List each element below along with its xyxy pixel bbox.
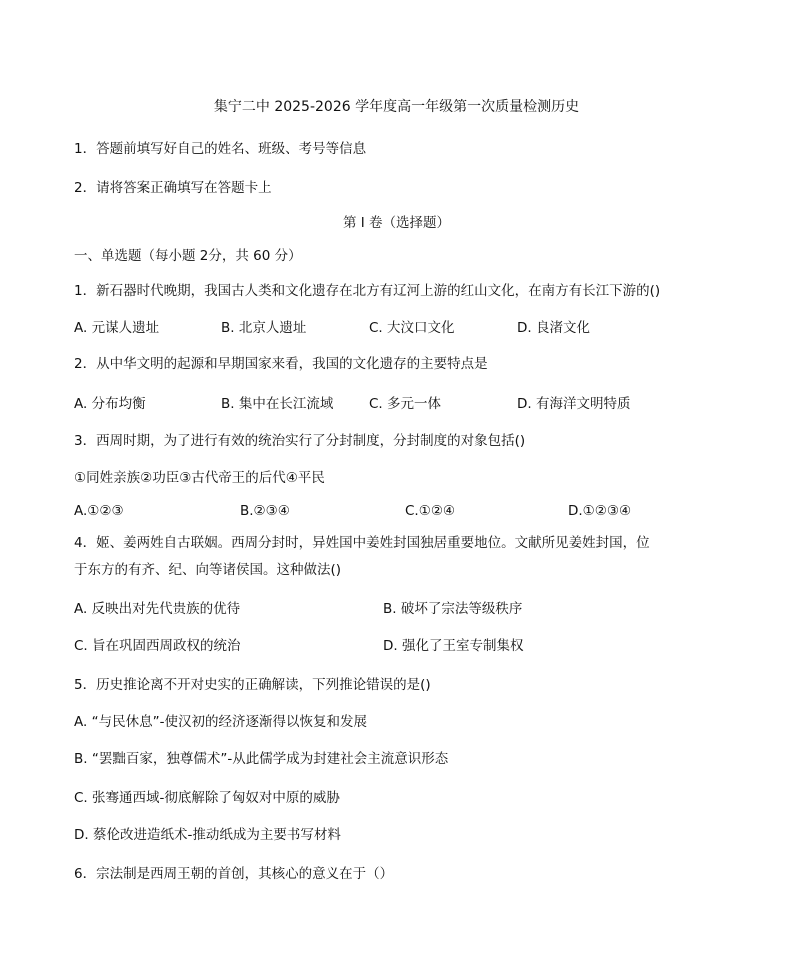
question-4-option-b[interactable]: B. 破坏了宗法等级秩序 [383, 601, 523, 617]
question-5-option-c[interactable]: C. 张骞通西域-彻底解除了匈奴对中原的威胁 [74, 790, 340, 806]
question-4-option-a[interactable]: A. 反映出对先代贵族的优待 [74, 601, 241, 617]
question-1-option-d[interactable]: D. 良渚文化 [517, 320, 590, 336]
question-2-stem: 2．从中华文明的起源和早期国家来看，我国的文化遗存的主要特点是 [74, 356, 488, 372]
question-4-option-c[interactable]: C. 旨在巩固西周政权的统治 [74, 638, 241, 654]
question-6-stem: 6．宗法制是西周王朝的首创，其核心的意义在于（） [74, 866, 394, 882]
question-2-option-b[interactable]: B. 集中在长江流域 [221, 396, 334, 412]
question-2-option-d[interactable]: D. 有海洋文明特质 [517, 396, 631, 412]
question-4-option-d[interactable]: D. 强化了王室专制集权 [383, 638, 524, 654]
question-1-stem: 1．新石器时代晚期，我国古人类和文化遗存在北方有辽河上游的红山文化，在南方有长江下游的() [74, 283, 661, 299]
question-1-option-a[interactable]: A. 元谋人遗址 [74, 320, 160, 336]
section-title: 一、单选题（每小题 2分，共 60 分） [74, 248, 302, 264]
question-4-stem-line-1: 4．姬、姜两姓自古联姻。西周分封时，异姓国中姜姓封国独居重要地位。文献所见姜姓封国，位 [74, 535, 650, 551]
question-1-option-c[interactable]: C. 大汶口文化 [369, 320, 455, 336]
question-4-stem-line-2: 于东方的有齐、纪、向等诸侯国。这种做法() [74, 562, 342, 578]
question-3-stem: 3．西周时期，为了进行有效的统治实行了分封制度，分封制度的对象包括() [74, 433, 526, 449]
exam-title: 集宁二中 2025-2026 学年度高一年级第一次质量检测历史 [213, 99, 580, 115]
question-5-option-b[interactable]: B. “罢黜百家，独尊儒术”-从此儒学成为封建社会主流意识形态 [74, 751, 449, 767]
question-2-option-c[interactable]: C. 多元一体 [369, 396, 442, 412]
question-3-sub: ①同姓亲族②功臣③古代帝王的后代④平民 [74, 470, 325, 486]
question-5-option-d[interactable]: D. 蔡伦改进造纸术-推动纸成为主要书写材料 [74, 827, 341, 843]
note-2: 2．请将答案正确填写在答题卡上 [74, 180, 272, 196]
question-5-option-a[interactable]: A. “与民休息”-使汉初的经济逐渐得以恢复和发展 [74, 714, 367, 730]
question-3-option-a[interactable]: A.①②③ [74, 503, 124, 519]
note-1: 1．答题前填写好自己的姓名、班级、考号等信息 [74, 141, 367, 157]
question-3-option-b[interactable]: B.②③④ [240, 503, 290, 519]
question-5-stem: 5．历史推论离不开对史实的正确解读，下列推论错误的是() [74, 677, 431, 693]
question-3-option-d[interactable]: D.①②③④ [568, 503, 632, 519]
question-3-option-c[interactable]: C.①②④ [405, 503, 456, 519]
question-2-option-a[interactable]: A. 分布均衡 [74, 396, 146, 412]
question-1-option-b[interactable]: B. 北京人遗址 [221, 320, 307, 336]
volume-title: 第 I 卷（选择题） [342, 215, 451, 231]
